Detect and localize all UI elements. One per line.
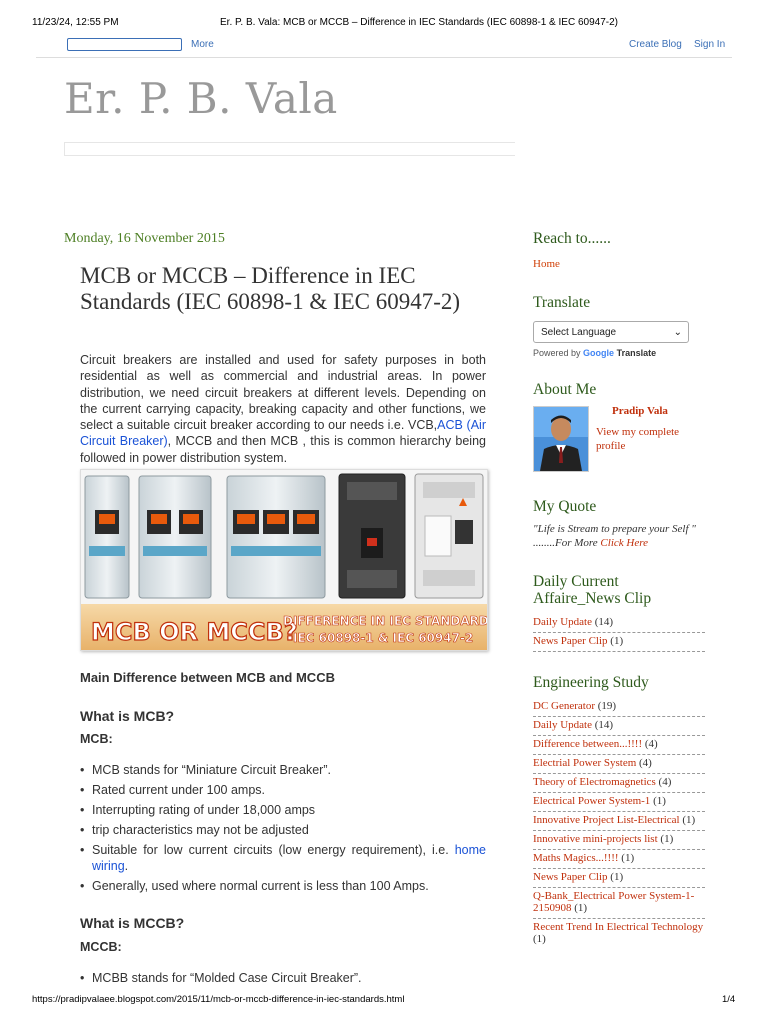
label-link[interactable]: Recent Trend In Electrical Technology xyxy=(533,921,704,933)
label-link[interactable]: Daily Update xyxy=(533,616,592,628)
quote-heading: My Quote xyxy=(533,498,597,515)
reach-heading: Reach to...... xyxy=(533,230,611,247)
mccb-black xyxy=(339,474,405,598)
label-count: (1) xyxy=(610,871,624,883)
blog-description-bar xyxy=(64,142,515,156)
list-item: • MCB stands for “Miniature Circuit Breaker”. xyxy=(92,762,502,778)
navbar-search-input[interactable] xyxy=(67,38,182,51)
view-profile-link[interactable]: View my complete profile xyxy=(596,426,680,452)
powered-by-google[interactable] xyxy=(533,348,656,358)
news-list xyxy=(533,614,705,652)
print-datetime: 11/23/24, 12:55 PM xyxy=(32,17,119,28)
label-link[interactable]: DC Generator xyxy=(533,700,596,712)
label-link[interactable]: Electrical Power System-1 xyxy=(533,795,651,807)
print-page-number: 1/4 xyxy=(722,994,736,1005)
post-title[interactable]: MCB or MCCB – Difference in IEC Standards (IEC 60898-1 & IEC 60947-2) xyxy=(80,263,461,314)
list-item xyxy=(533,888,705,919)
list-item-period: . xyxy=(124,859,129,873)
list-item xyxy=(533,869,705,888)
mccb-white xyxy=(415,474,483,598)
label-count: (1) xyxy=(574,902,588,914)
blog-title[interactable]: Er. P. B. Vala xyxy=(64,74,338,123)
label-link[interactable]: Maths Magics...!!!! xyxy=(533,852,619,864)
label-link[interactable]: Difference between...!!!! xyxy=(533,738,643,750)
home-link[interactable]: Home xyxy=(533,258,560,270)
acb-link[interactable]: ACB (Air Circuit Breaker) xyxy=(80,418,486,449)
list-item xyxy=(533,919,705,949)
translate-heading: Translate xyxy=(533,294,591,311)
label-link[interactable]: Electrial Power System xyxy=(533,757,637,769)
list-item-text: Suitable for low current circuits (low energy requirement), i.e. xyxy=(92,843,455,857)
list-item xyxy=(533,633,705,652)
about-heading: About Me xyxy=(533,381,597,398)
label-link[interactable]: Q-Bank_Electrical Power System-1-2150908 xyxy=(533,890,695,914)
label-link[interactable]: News Paper Clip xyxy=(533,635,608,647)
label-count: (4) xyxy=(639,757,652,769)
mccb-list xyxy=(80,970,502,990)
label-count: (1) xyxy=(610,635,624,647)
label-link[interactable]: Innovative Project List-Electrical xyxy=(533,814,680,826)
list-item xyxy=(533,793,705,812)
mccb-heading: What is MCCB? xyxy=(80,915,185,931)
mcb-double-pole xyxy=(139,476,211,598)
post-intro-text: Circuit breakers are installed and used for safety purposes in both residential as well as commercial and industrial areas. In power distribution, we need circuit breakers at different levels. Depending on the current carrying capacity, breaking capacity and other functions, we select a suitable circuit breaker according to our needs i.e. VCB, xyxy=(80,353,486,433)
label-link[interactable]: Innovative mini-projects list xyxy=(533,833,658,845)
list-item xyxy=(533,755,705,774)
google-logo: Google xyxy=(583,348,615,358)
list-item xyxy=(533,774,705,793)
quote-text xyxy=(533,522,713,550)
label-link[interactable]: News Paper Clip xyxy=(533,871,608,883)
list-item: • Rated current under 100 amps. xyxy=(92,782,502,798)
mcb-heading: What is MCB? xyxy=(80,708,175,724)
mccb-label: MCCB: xyxy=(80,940,122,954)
click-here-link[interactable]: Click Here xyxy=(600,537,648,549)
language-select-value: Select Language xyxy=(541,327,617,338)
list-item xyxy=(533,831,705,850)
label-count: (1) xyxy=(660,833,674,845)
list-item xyxy=(533,698,705,717)
more-link[interactable]: More xyxy=(191,39,214,50)
list-item: • Interrupting rating of under 18,000 amps xyxy=(92,802,502,818)
mcb-triple-pole xyxy=(227,476,325,598)
label-link[interactable]: Daily Update xyxy=(533,719,592,731)
create-blog-link[interactable]: Create Blog xyxy=(629,39,682,50)
print-url: https://pradipvalaee.blogspot.com/2015/11/mcb-or-mccb-difference-in-iec-standards.html xyxy=(32,994,405,1005)
news-heading: Daily Current Affaire_News Clip xyxy=(533,573,652,607)
list-item xyxy=(533,614,705,633)
post-date: Monday, 16 November 2015 xyxy=(64,231,225,246)
list-item xyxy=(533,717,705,736)
language-select[interactable] xyxy=(533,321,689,343)
list-item: • Generally, used where normal current is less than 100 Amps. xyxy=(92,878,502,894)
avatar[interactable] xyxy=(533,406,589,472)
engineering-list xyxy=(533,698,705,949)
label-link[interactable]: Theory of Electromagnetics xyxy=(533,776,656,788)
sign-in-link[interactable]: Sign In xyxy=(694,39,726,50)
list-item: • trip characteristics may not be adjusted xyxy=(92,822,502,838)
label-count: (14) xyxy=(594,616,614,628)
home-wiring-link[interactable]: home wiring xyxy=(92,843,486,873)
blogger-navbar xyxy=(36,37,732,58)
author-name-link[interactable]: Pradip Vala xyxy=(612,405,668,417)
banner-title: MCB OR MCCB? xyxy=(91,618,298,646)
translate-label: Translate xyxy=(616,348,657,358)
chevron-down-icon: ⌄ xyxy=(673,327,682,338)
post-intro-text-end: , MCCB and then MCB , this is common hierarchy being followed in power distribution system. xyxy=(80,434,486,465)
post-hero-image xyxy=(80,469,488,651)
label-count: (14) xyxy=(594,719,614,731)
list-item: • MCBB stands for “Molded Case Circuit Breaker”. xyxy=(92,970,502,986)
mcb-single-pole xyxy=(85,476,129,598)
label-count: (4) xyxy=(644,738,658,750)
banner-standards: IEC 60898-1 & IEC 60947-2 xyxy=(293,631,474,645)
breakers-illustration xyxy=(81,470,487,650)
author-photo xyxy=(534,407,588,471)
post-intro xyxy=(80,352,486,466)
label-count: (1) xyxy=(653,795,666,807)
engineering-heading: Engineering Study xyxy=(533,674,649,691)
section-heading: Main Difference between MCB and MCCB xyxy=(80,670,335,685)
label-count: (1) xyxy=(682,814,696,826)
banner-subtitle: DIFFERENCE IN IEC STANDARDS xyxy=(283,614,487,628)
mcb-label: MCB: xyxy=(80,732,113,746)
list-item xyxy=(533,812,705,831)
label-count: (1) xyxy=(533,933,546,945)
list-item xyxy=(92,842,486,874)
print-page-title: Er. P. B. Vala: MCB or MCCB – Difference in IEC Standards (IEC 60898-1 & IEC 60947-2) xyxy=(220,17,618,28)
label-count: (1) xyxy=(621,852,635,864)
list-item xyxy=(533,850,705,869)
quote-body: "Life is Stream to prepare your Self " ........For More xyxy=(533,523,696,549)
label-count: (4) xyxy=(658,776,672,788)
powered-by-label: Powered by xyxy=(533,348,581,358)
mcb-list xyxy=(80,762,502,898)
list-item xyxy=(533,736,705,755)
label-count: (19) xyxy=(597,700,617,712)
